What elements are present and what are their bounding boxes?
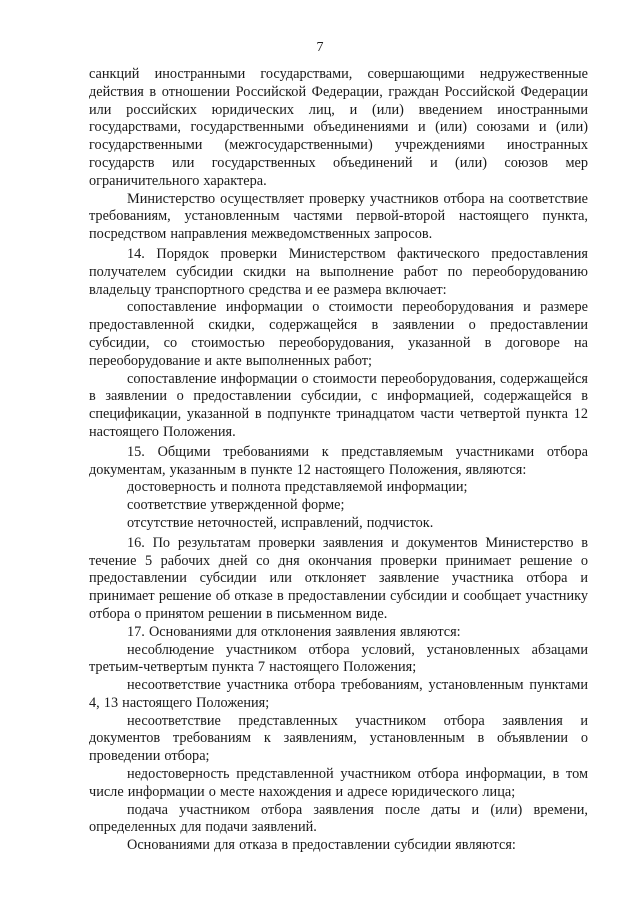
- paragraph-item-16: 16. По результатам проверки заявления и документов Министерство в течение 5 рабочих дней со дня окончания проверки принимает решение о предоставлении субсидии или отклоняет заявление участника отбора и принимает решение об отказе в предоставлении субсидии и сообщает участнику отбора о принятом решении в письменном виде.: [89, 534, 588, 622]
- paragraph-item-15-req-2: соответствие утвержденной форме;: [127, 497, 345, 514]
- page-number: 7: [316, 40, 324, 55]
- paragraph-item-17-ground-3: несоответствие представленных участником отбора заявления и документов требованиям к заявлениям, установленным в объявлении о проведении отбора;: [89, 712, 588, 765]
- paragraph-item-17-ground-5: подача участником отбора заявления после даты и (или) времени, определенных для подачи заявлений.: [89, 801, 588, 836]
- paragraph-item-14: 14. Порядок проверки Министерством фактического предоставления получателем субсидии скидки на выполнение работ по переоборудованию владельцу транспортного средства и ее размера включает:: [89, 245, 588, 298]
- paragraph-item-15-req-3: отсутствие неточностей, исправлений, подчисток.: [127, 514, 434, 531]
- paragraph-item-14-compare-1: сопоставление информации о стоимости переоборудования и размере предоставленной скидки, содержащейся в заявлении о предоставлении субсидии, со стоимостью переоборудования, указанной в договоре на переоборудование и акте выполненных работ;: [89, 299, 588, 369]
- paragraph-item-14-compare-2: сопоставление информации о стоимости переоборудования, содержащейся в заявлении о предоставлении субсидии, с информацией, содержащейся в спецификации, указанной в подпункте тринадцатом части четвертой пункта 12 настоящего Положения.: [89, 370, 588, 440]
- paragraph-item-17-ground-2: несоответствие участника отбора требованиям, установленным пунктами 4, 13 настоящего Положения;: [89, 677, 588, 711]
- paragraph-item-17-ground-4: недостоверность представленной участником отбора информации, в том числе информации о месте нахождения и адресе юридического лица;: [89, 766, 588, 800]
- paragraph-item-17: 17. Основаниями для отклонения заявления являются:: [127, 623, 461, 640]
- paragraph-ministry-check: Министерство осуществляет проверку участников отбора на соответствие требованиям, установленным частями первой-второй настоящего пункта, посредством направления межведомственных запросов.: [89, 190, 588, 243]
- paragraph-item-17-ground-1: несоблюдение участником отбора условий, установленных абзацами третьим-четвертым пункта 7 настоящего Положения;: [89, 641, 588, 676]
- document-body: [89, 66, 588, 855]
- paragraph-sanctions-continued: санкций иностранными государствами, совершающими недружественные действия в отношении Российской Федерации, граждан Российской Федерации или российских юридических лиц, и (или) введением иностранными государствами, государственными объединениями и (или) союзами и (или) государственными (межгосударственными) учреждениями иностранных государств или государственных объединений и (или) союзов мер ограничительного характера.: [89, 66, 588, 189]
- paragraph-refusal-grounds: Основаниями для отказа в предоставлении субсидии являются:: [127, 837, 516, 854]
- paragraph-item-15: 15. Общими требованиями к представляемым участниками отбора документам, указанным в пункте 12 настоящего Положения, являются:: [89, 443, 588, 478]
- paragraph-item-15-req-1: достоверность и полнота представляемой информации;: [127, 479, 468, 496]
